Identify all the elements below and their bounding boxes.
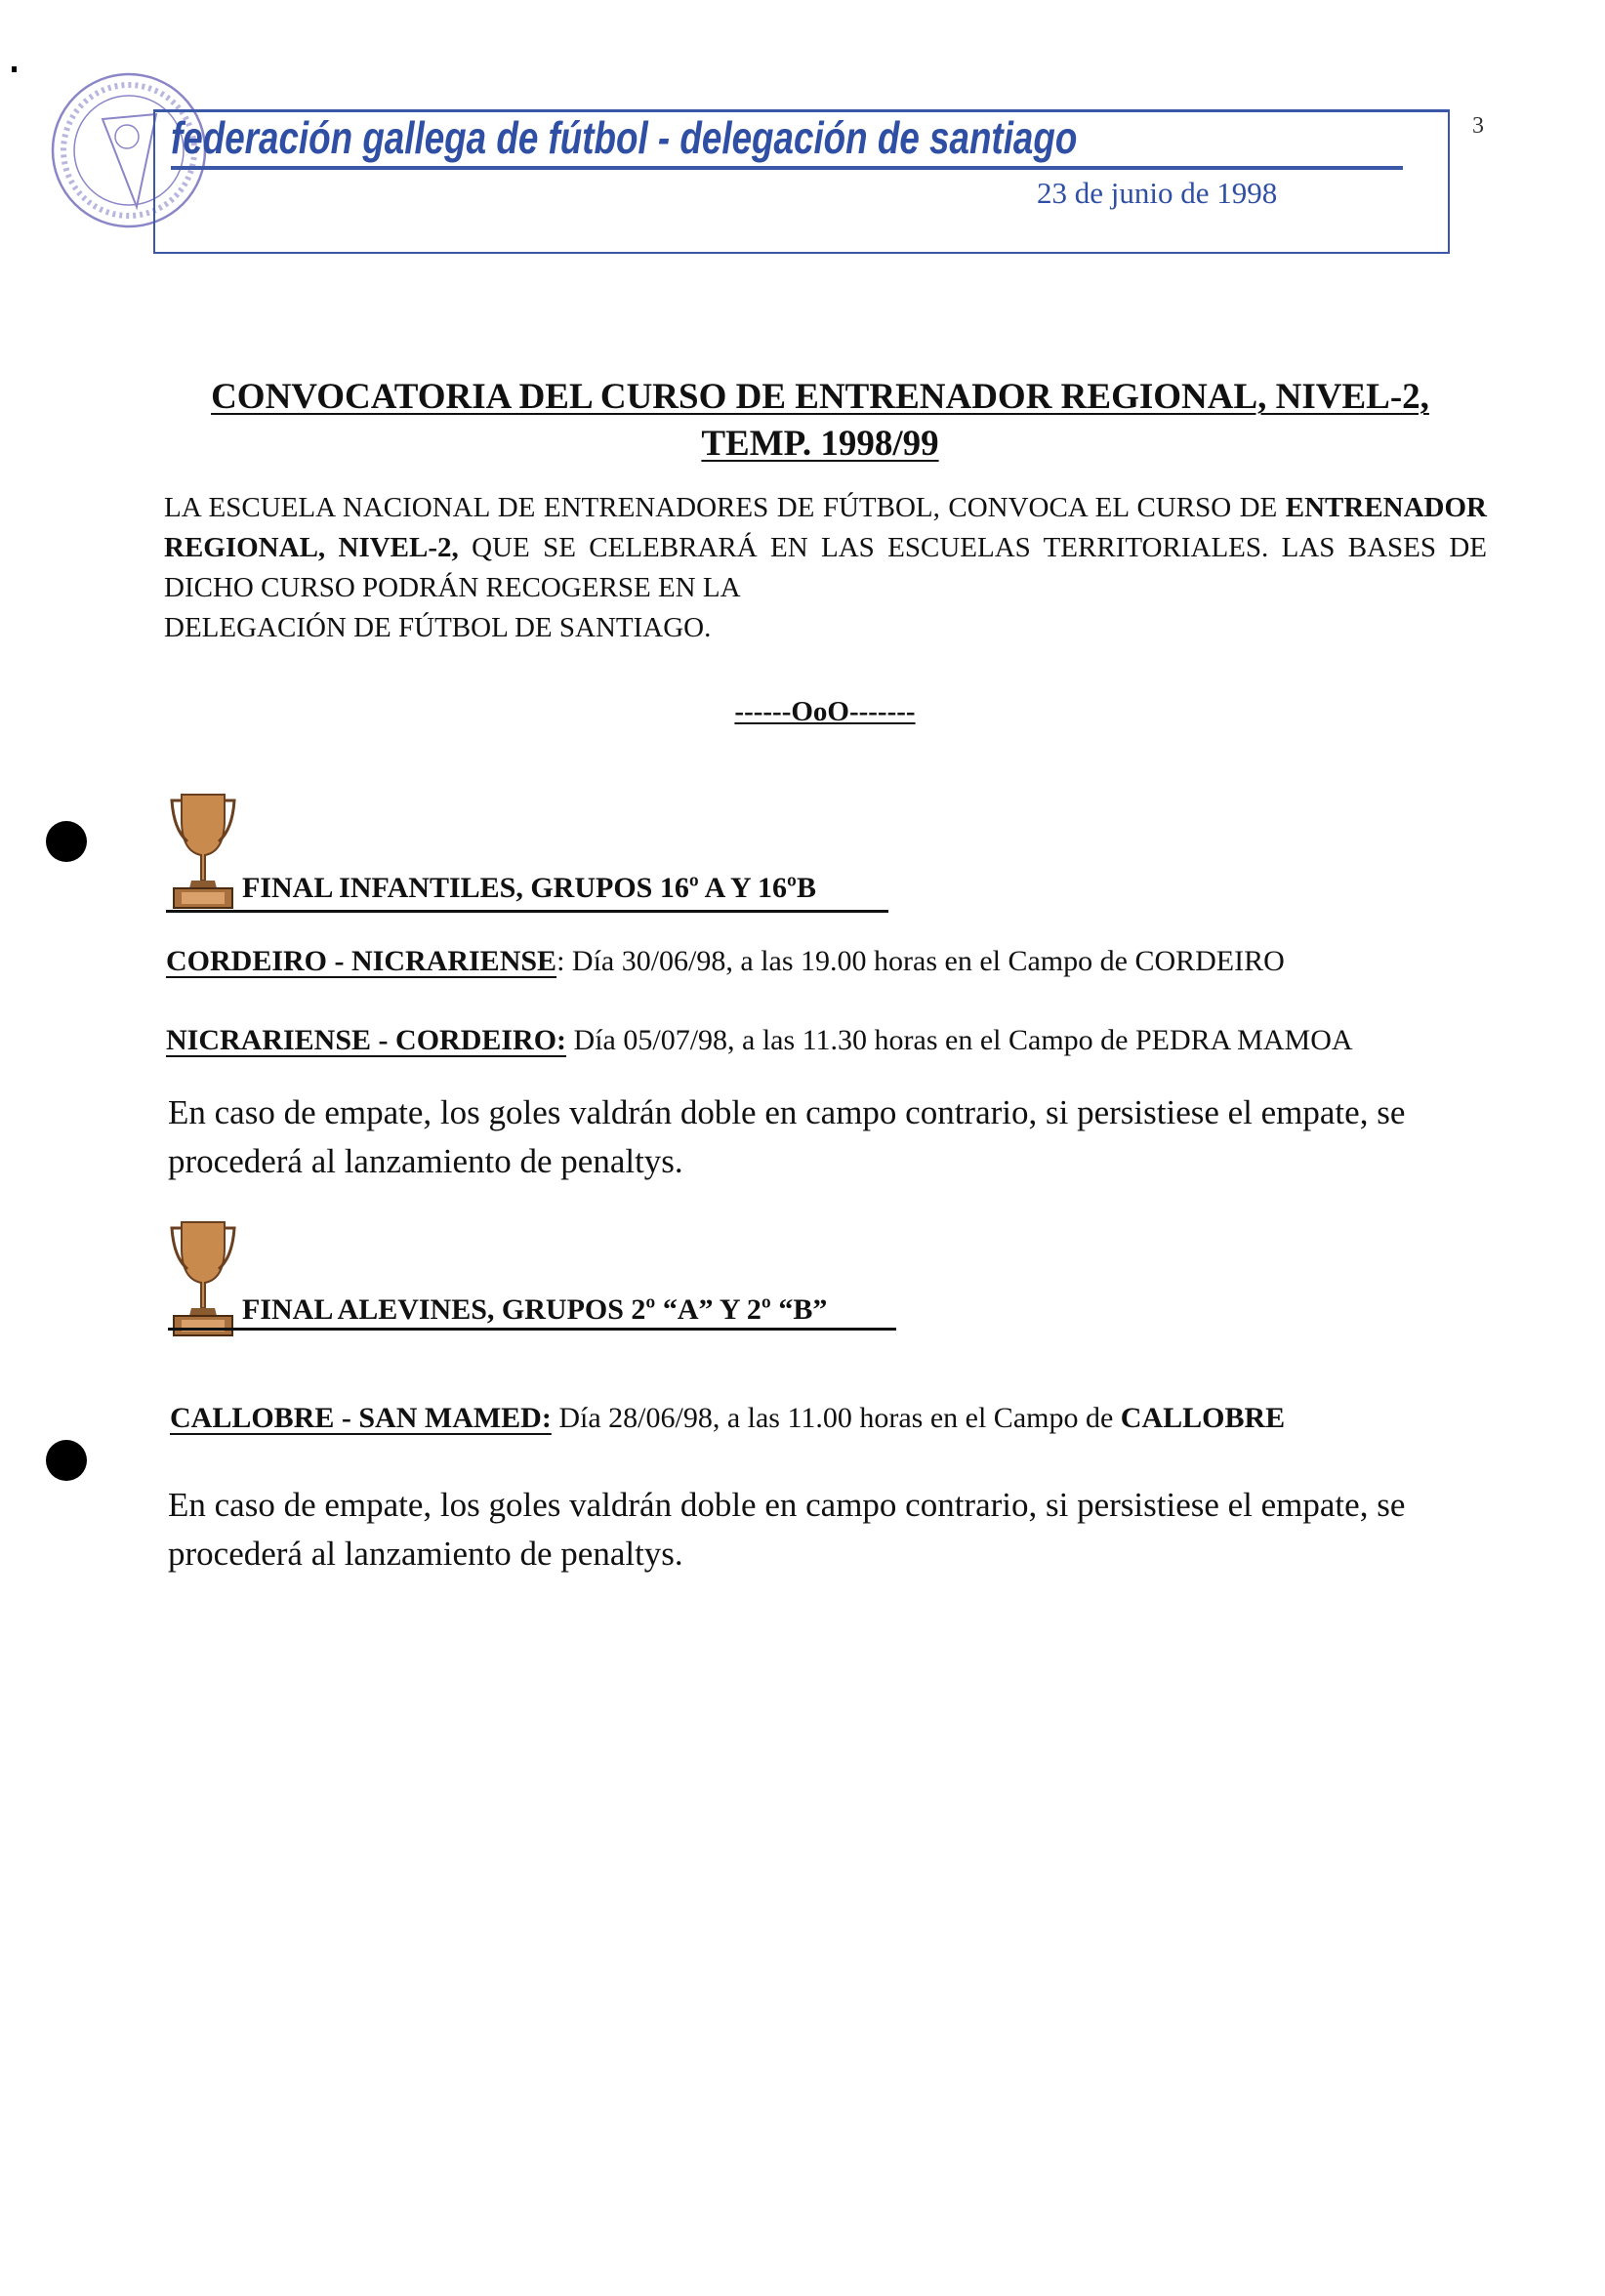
match-line bbox=[166, 944, 1285, 979]
match-teams: NICRARIENSE - CORDEIRO: bbox=[166, 1024, 567, 1056]
section-heading-alevines: FINAL ALEVINES, GRUPOS 2º “A” Y 2º “B” bbox=[242, 1293, 828, 1326]
trophy-icon bbox=[168, 791, 238, 910]
match-teams: CALLOBRE - SAN MAMED: bbox=[170, 1402, 552, 1434]
separator: ------OoO------- bbox=[734, 696, 916, 727]
convocatoria-title-line2: TEMP. 1998/99 bbox=[701, 424, 939, 464]
intro-bold: ENTRENADOR REGIONAL, NIVEL-2, bbox=[164, 492, 1487, 563]
header-rule bbox=[171, 166, 1403, 170]
convocatoria-title-line1: CONVOCATORIA DEL CURSO DE ENTRENADOR REGIONAL, NIVEL-2, bbox=[211, 377, 1429, 417]
trophy-icon bbox=[168, 1218, 238, 1337]
intro-last-line: DELEGACIÓN DE FÚTBOL DE SANTIAGO. bbox=[164, 612, 712, 643]
intro-text: LA ESCUELA NACIONAL DE ENTRENADORES DE FÚTBOL, CONVOCA EL CURSO DE bbox=[164, 492, 1286, 523]
match-line bbox=[170, 1401, 1285, 1436]
match-venue: CALLOBRE bbox=[1120, 1402, 1286, 1434]
document-date: 23 de junio de 1998 bbox=[1037, 176, 1278, 210]
punch-hole bbox=[46, 1440, 87, 1481]
punch-hole bbox=[46, 821, 87, 862]
convocatoria-text bbox=[164, 488, 1487, 648]
match-teams: CORDEIRO - NICRARIENSE bbox=[166, 945, 557, 977]
match-colon: : bbox=[556, 945, 565, 977]
section-rule bbox=[166, 910, 888, 913]
match-details: Día 05/07/98, a las 11.30 horas en el Campo de PEDRA MAMOA bbox=[566, 1024, 1353, 1056]
match-line bbox=[166, 1023, 1353, 1058]
match-details: Día 30/06/98, a las 19.00 horas en el Campo de CORDEIRO bbox=[564, 945, 1285, 977]
intro-text: QUE SE CELEBRARÁ EN LAS ESCUELAS TERRITORIALES. LAS BASES DE DICHO CURSO PODRÁN RECOGERSE EN LA bbox=[164, 532, 1487, 603]
federation-title: federación gallega de fútbol - delegación de santiago bbox=[171, 112, 1078, 163]
tiebreak-note: En caso de empate, los goles valdrán doble en campo contrario, si persistiese el empate, se procederá al lanzamiento de penaltys. bbox=[168, 1486, 1406, 1573]
scan-mark bbox=[12, 66, 17, 72]
match-details: Día 28/06/98, a las 11.00 horas en el Campo de bbox=[551, 1402, 1121, 1434]
section-heading-infantiles: FINAL INFANTILES, GRUPOS 16º A Y 16ºB bbox=[242, 872, 816, 904]
tiebreak-note: En caso de empate, los goles valdrán doble en campo contrario, si persistiese el empate, se procederá al lanzamiento de penaltys. bbox=[168, 1093, 1406, 1180]
section-rule bbox=[168, 1328, 896, 1331]
page-number: 3 bbox=[1472, 113, 1484, 139]
